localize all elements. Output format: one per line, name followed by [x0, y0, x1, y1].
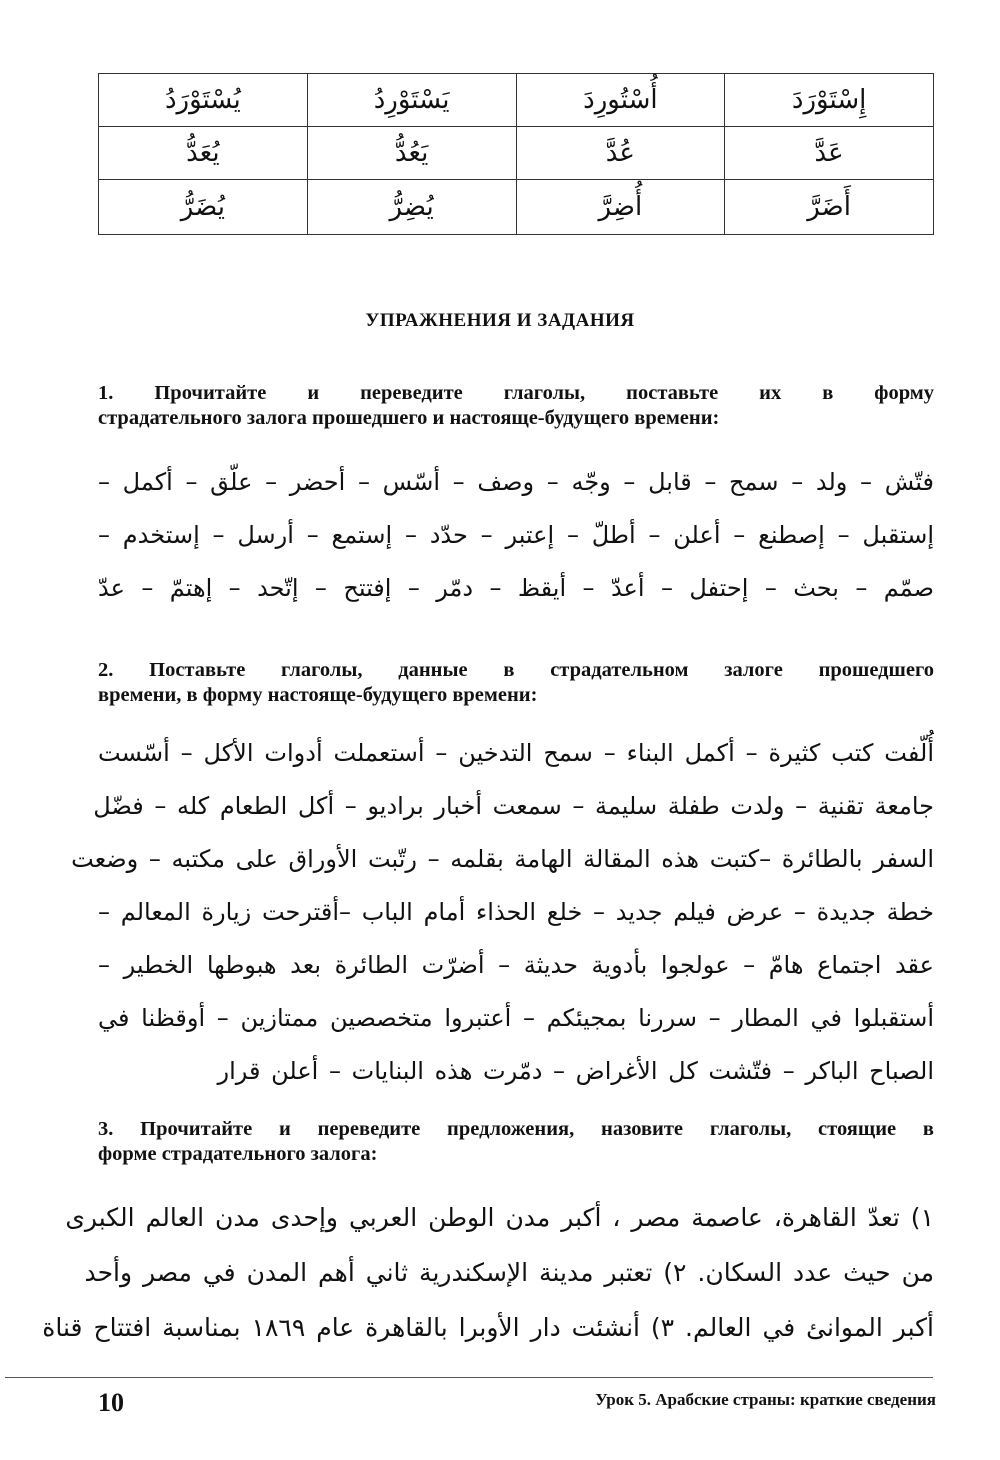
instruction-line: 3. Прочитайте и переведите предложения, назовите глаголы, стоящие в — [98, 1118, 934, 1140]
exercise-2-instruction — [98, 658, 934, 708]
table-cell: يُسْتَوْرَدُ — [99, 74, 308, 127]
arabic-line: أُلّفت كتب كثيرة – أكمل البناء – سمح التدخين – أستعملت أدوات الأكل – أسّست — [98, 739, 934, 767]
table-cell: عَدَّ — [725, 127, 934, 180]
arabic-line: إستقبل – إصطنع – أعلن – أطلّ – إعتبر – حدّد – إستمع – أرسل – إستخدم – — [98, 521, 934, 549]
arabic-line: من حيث عدد السكان. ٢) تعتبر مدينة الإسكندرية ثاني أهم المدن في مصر وأحد — [84, 1258, 934, 1287]
verb-forms-table — [98, 73, 934, 235]
page-number: 10 — [98, 1388, 124, 1417]
table-cell: إِسْتَوْرَدَ — [725, 74, 934, 127]
section-heading: УПРАЖНЕНИЯ И ЗАДАНИЯ — [365, 310, 635, 331]
table-cell: أَضَرَّ — [725, 180, 934, 235]
arabic-line: عقد اجتماع هامّ – عولجوا بأدوية حديثة – أضرّت الطائرة بعد هبوطها الخطير – — [98, 951, 934, 979]
table-cell: أُضِرَّ — [516, 180, 725, 235]
exercise-3-instruction — [98, 1117, 934, 1167]
table-cell: يُعَدُّ — [99, 127, 308, 180]
arabic-line: الصباح الباكر – فتّشت كل الأغراض – دمّرت هذه البنايات – أعلن قرار — [217, 1057, 934, 1085]
exercise-3-sentences — [42, 1190, 934, 1355]
arabic-line: السفر بالطائرة –كتبت هذه المقالة الهامة بقلمه – رتّبت الأوراق على مكتبه – وضعت — [71, 845, 934, 873]
exercise-2-phrases — [71, 727, 934, 1098]
table-row — [99, 74, 934, 127]
arabic-line: جامعة تقنية – ولدت طفلة سليمة – سمعت أخبار براديو – أكل الطعام كله – فضّل — [93, 792, 934, 820]
table-cell: يُضَرُّ — [99, 180, 308, 235]
instruction-line: страдательного залога прошедшего и настояще-будущего времени: — [98, 407, 720, 429]
arabic-line: خطة جديدة – عرض فيلم جديد – خلع الحذاء أمام الباب –أقترحت زيارة المعالم – — [98, 898, 934, 926]
table-row — [99, 180, 934, 235]
arabic-line: ١) تعدّ القاهرة، عاصمة مصر ، أكبر مدن الوطن العربي وإحدى مدن العالم الكبرى — [65, 1203, 934, 1232]
exercise-1-instruction — [98, 381, 934, 431]
exercise-1-verbs — [98, 456, 934, 615]
table-row — [99, 127, 934, 180]
instruction-line: форме страдательного залога: — [98, 1143, 378, 1165]
table-cell: يَعُدُّ — [307, 127, 516, 180]
table-cell: يُضِرُّ — [307, 180, 516, 235]
table-cell: يَسْتَوْرِدُ — [307, 74, 516, 127]
arabic-line: فتّش – ولد – سمح – قابل – وجّه – وصف – أسّس – أحضر – علّق – أكمل – — [98, 468, 934, 496]
arabic-line: أستقبلوا في المطار – سررنا بمجيئكم – أعتبروا متخصصين ممتازين – أوقظنا في — [98, 1004, 934, 1032]
table-cell: أُسْتُورِدَ — [516, 74, 725, 127]
arabic-line: صمّم – بحث – إحتفل – أعدّ – أيقظ – دمّر – إفتتح – إتّحد – إهتمّ – عدّ — [98, 574, 934, 602]
instruction-line: 2. Поставьте глаголы, данные в страдательном залоге прошедшего — [98, 659, 934, 681]
table-cell: عُدَّ — [516, 127, 725, 180]
running-title: Урок 5. Арабские страны: краткие сведения — [595, 1390, 936, 1409]
arabic-line: أكبر الموانئ في العالم. ٣) أنشئت دار الأوبرا بالقاهرة عام ١٨٦٩ بمناسبة افتتاح قناة — [42, 1313, 934, 1342]
instruction-line: 1. Прочитайте и переведите глаголы, поставьте их в форму — [98, 382, 934, 404]
instruction-line: времени, в форму настояще-будущего времени: — [98, 684, 538, 706]
footer-divider — [5, 1377, 933, 1378]
